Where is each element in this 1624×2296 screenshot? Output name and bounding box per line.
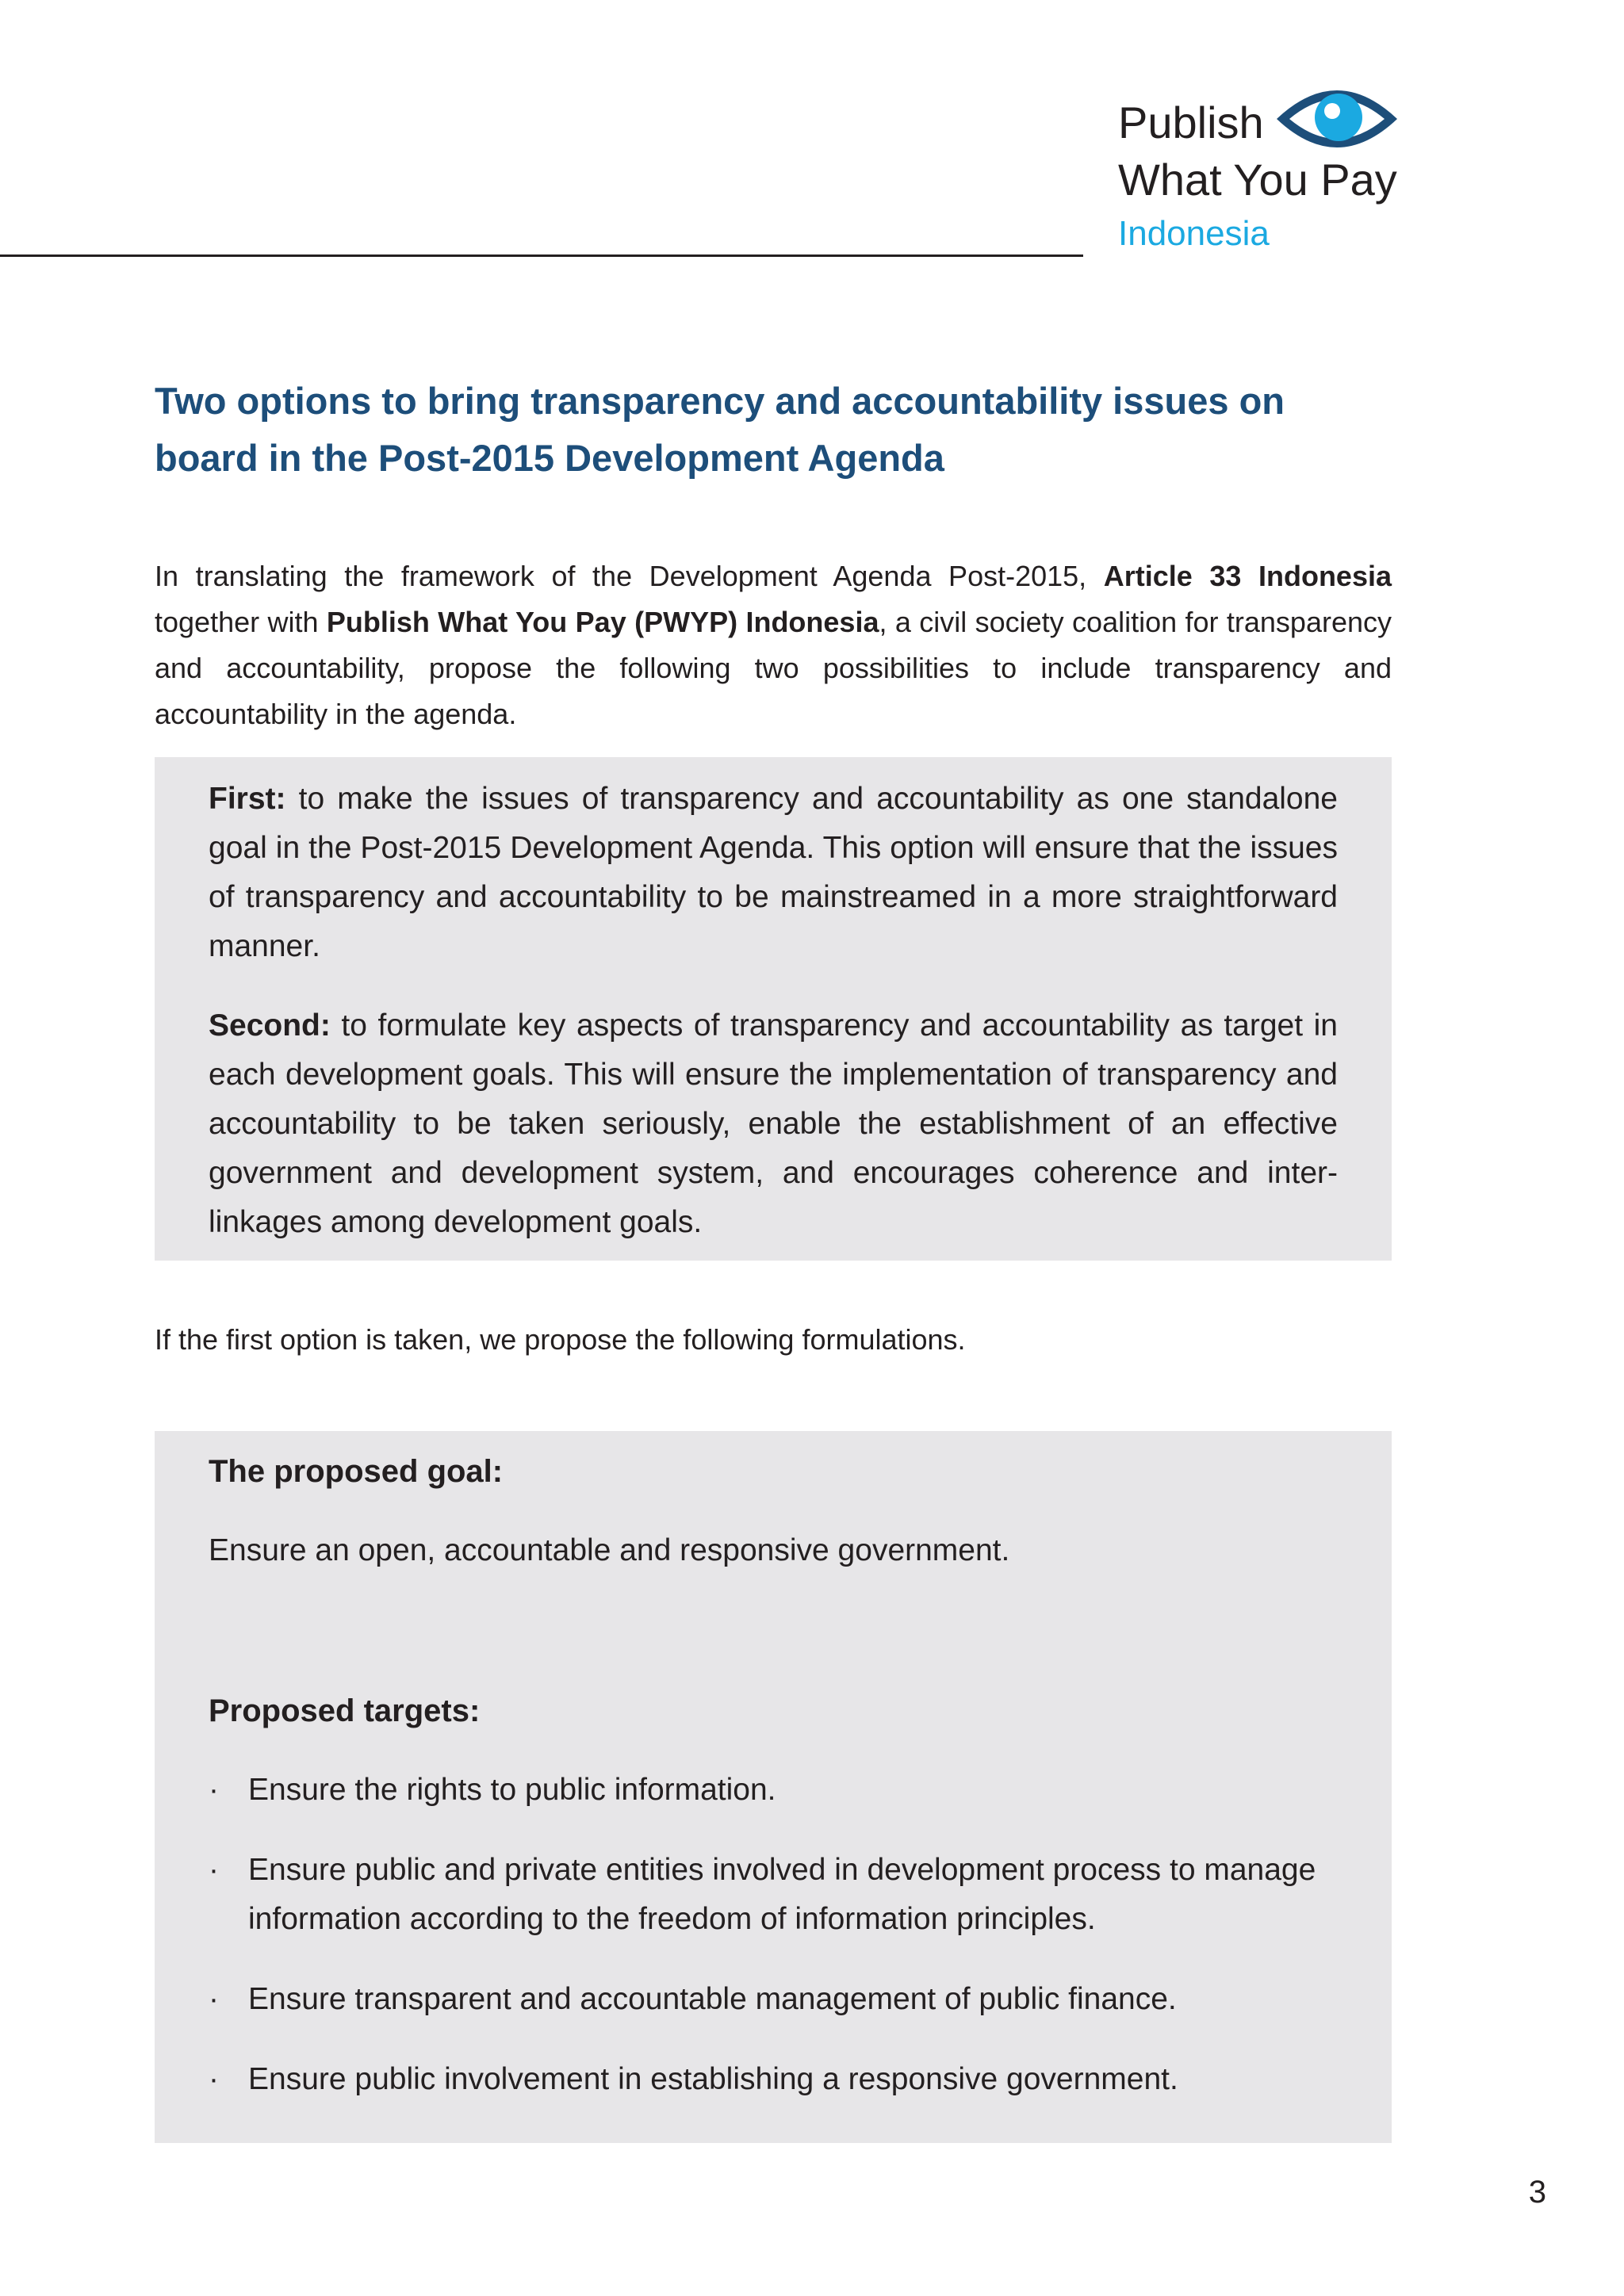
target-item [209, 1766, 1338, 1815]
bullet-icon: · [209, 1982, 219, 2016]
intro-text-1: In translating the framework of the Development Agenda Post-2015, [155, 560, 1104, 592]
target-text: Ensure public and private entities involved in development process to manage information according to the freedom of information principles. [248, 1853, 1316, 1936]
goal-text: Ensure an open, accountable and responsive government. [209, 1533, 1010, 1567]
pwyp-logo [1118, 79, 1419, 262]
option-second [209, 1001, 1338, 1247]
intro-bold-article33: Article 33 Indonesia [1103, 560, 1392, 592]
target-item [209, 1846, 1338, 1944]
bullet-icon: · [209, 1853, 219, 1887]
option-second-text: to formulate key aspects of transparency and accountability as target in each development goals. This will ensure the implementation of transparency and accountability to be taken seriously, enable the establishment of an effective government and development system, and encourages coherence and inter-linkages among development goals. [209, 1008, 1338, 1239]
options-box [155, 757, 1392, 1261]
target-item [209, 2055, 1338, 2104]
goal-box [155, 1431, 1392, 2143]
page-title: Two options to bring transparency and accountability issues on board in the Post-2015 Development Agenda [155, 380, 1285, 479]
targets-list [209, 1766, 1338, 2104]
target-text: Ensure public involvement in establishing a responsive government. [248, 2062, 1178, 2096]
intro-paragraph [155, 553, 1392, 737]
header-divider [0, 254, 1083, 257]
option-first [209, 775, 1338, 971]
bullet-icon: · [209, 2062, 219, 2096]
conditional-text: If the first option is taken, we propose the following formulations. [155, 1323, 966, 1356]
targets-heading: Proposed targets: [209, 1693, 481, 1728]
goal-heading: The proposed goal: [209, 1454, 504, 1489]
page-number: 3 [1528, 2175, 1546, 2210]
option-first-label: First: [209, 782, 286, 816]
logo-text-what-you-pay: What You Pay [1118, 155, 1397, 205]
target-item [209, 1975, 1338, 2024]
option-second-label: Second: [209, 1008, 331, 1043]
logo-text-indonesia: Indonesia [1118, 214, 1270, 253]
intro-bold-pwyp: Publish What You Pay (PWYP) Indonesia [326, 606, 879, 638]
bullet-icon: · [209, 1773, 219, 1807]
target-text: Ensure the rights to public information. [248, 1773, 776, 1807]
intro-text-2: together with [155, 606, 327, 638]
logo-text-publish: Publish [1118, 98, 1264, 147]
option-first-text: to make the issues of transparency and accountability as one standalone goal in the Post-2015 Development Agenda. This option will ensure that the issues of transparency and accountability to be mainstreamed in a more straightforward manner. [209, 782, 1338, 963]
intro-text-3: , a civil society coalition for transparency and accountability, propose the following two possibilities to include transparency and accountability in the agenda. [155, 606, 1392, 730]
target-text: Ensure transparent and accountable management of public finance. [248, 1982, 1177, 2016]
eye-icon [1274, 79, 1400, 159]
